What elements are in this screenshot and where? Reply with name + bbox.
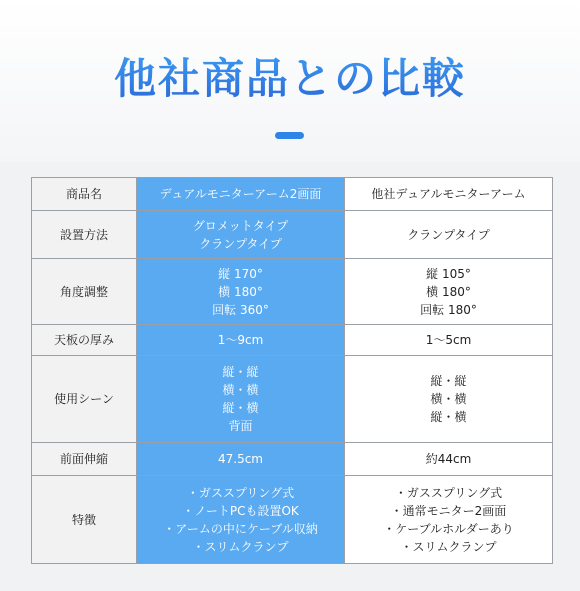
- cell-line: ・ノートPCも設置OK: [182, 503, 299, 518]
- cell-line: ・ケーブルホルダーあり: [383, 521, 514, 536]
- row-label-cell: 設置方法: [32, 211, 137, 259]
- table-row-features: [32, 476, 553, 564]
- row-label-cell: 特徴: [32, 476, 137, 564]
- table-header-row: [32, 178, 553, 211]
- cell-line: ・アームの中にケーブル収納: [163, 521, 318, 536]
- cell-line: 横 180°: [218, 284, 263, 299]
- cell-line: 縦・縦: [430, 374, 467, 388]
- cell-line: 縦・縦: [222, 365, 259, 379]
- row-label-cell: 角度調整: [32, 259, 137, 325]
- other-product-cell: [345, 211, 553, 259]
- cell-line: ・ガススプリング式: [394, 485, 503, 500]
- cell-line: 回転 180°: [420, 302, 477, 317]
- cell-line: クランプタイプ: [199, 236, 282, 251]
- cell-line: 1～9cm: [217, 333, 264, 347]
- cell-line: 47.5cm: [217, 452, 263, 466]
- other-product-cell: [345, 356, 553, 443]
- other-product-cell: [345, 325, 553, 356]
- row-label-cell: 使用シーン: [32, 356, 137, 443]
- table-row-desk-thickness: [32, 325, 553, 356]
- our-product-cell: [137, 476, 345, 564]
- cell-line: 1～5cm: [425, 333, 472, 347]
- cell-line: クランプタイプ: [407, 227, 490, 242]
- cell-line: ・スリムクランプ: [400, 539, 497, 554]
- other-product-cell: [345, 259, 553, 325]
- row-label-cell: 前面伸縮: [32, 443, 137, 476]
- cell-line: 横・横: [430, 392, 467, 406]
- our-product-cell: [137, 325, 345, 356]
- table-row-angle-adjustment: [32, 259, 553, 325]
- cell-line: 背面: [228, 419, 253, 433]
- our-product-cell: [137, 259, 345, 325]
- header-our-product-cell: デュアルモニターアーム2画面: [137, 178, 345, 211]
- cell-line: 縦・横: [222, 401, 259, 415]
- page-title: 他社商品との比較: [0, 46, 580, 106]
- comparison-table: [31, 177, 553, 564]
- cell-line: 約44cm: [425, 452, 472, 466]
- our-product-cell: [137, 443, 345, 476]
- cell-line: 縦 170°: [218, 266, 263, 281]
- other-product-cell: [345, 443, 553, 476]
- cell-line: 縦 105°: [426, 266, 471, 281]
- table-row-front-extension: [32, 443, 553, 476]
- our-product-cell: [137, 211, 345, 259]
- header-label-cell: 商品名: [32, 178, 137, 211]
- cell-line: ・ガススプリング式: [186, 485, 295, 500]
- other-product-cell: [345, 476, 553, 564]
- cell-line: グロメットタイプ: [192, 218, 289, 233]
- cell-line: ・通常モニター2画面: [390, 503, 507, 518]
- our-product-cell: [137, 356, 345, 443]
- table-row-installation: [32, 211, 553, 259]
- row-label-cell: 天板の厚み: [32, 325, 137, 356]
- cell-line: 回転 360°: [212, 302, 269, 317]
- cell-line: 横・横: [222, 383, 259, 397]
- cell-line: ・スリムクランプ: [192, 539, 289, 554]
- table-row-usage-scenes: [32, 356, 553, 443]
- title-accent-bar: [275, 132, 304, 139]
- cell-line: 横 180°: [426, 284, 471, 299]
- cell-line: 縦・横: [430, 410, 467, 424]
- header-other-product-cell: 他社デュアルモニターアーム: [345, 178, 553, 211]
